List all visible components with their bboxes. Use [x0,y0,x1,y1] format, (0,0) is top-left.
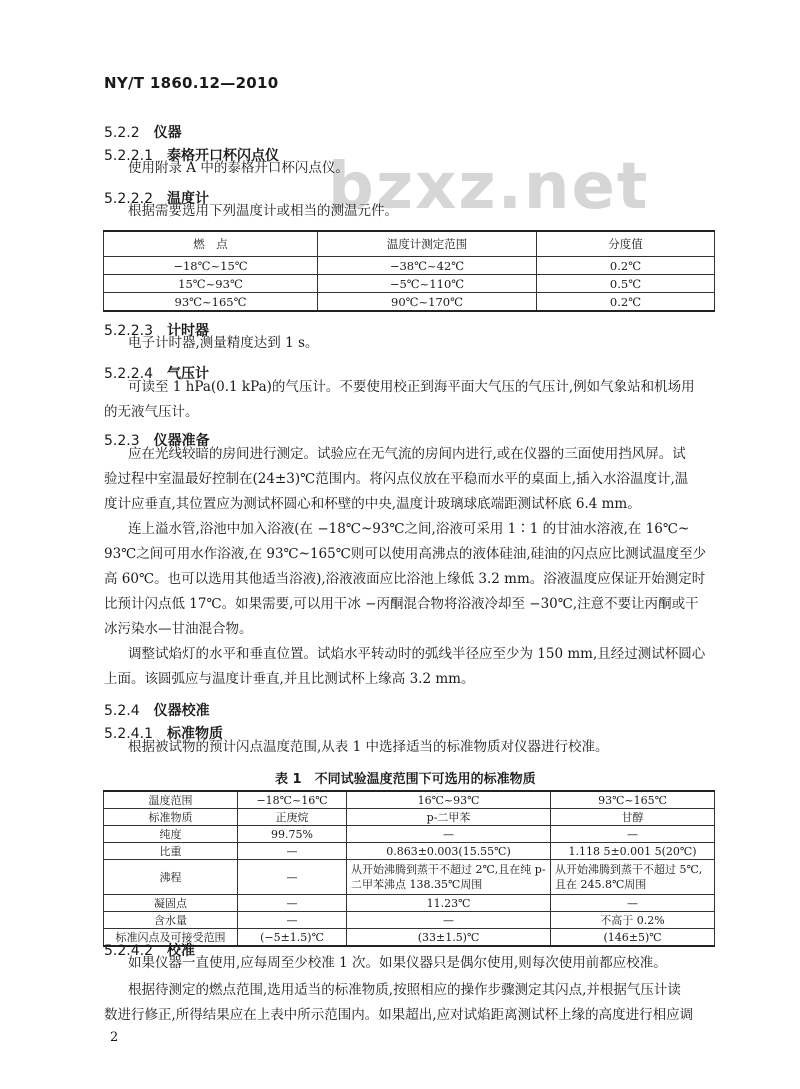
row-label-cell: 纯度 [104,826,238,843]
section-title: 计时器 [166,323,209,339]
section-title: 标准物质 [166,726,223,742]
table-cell: 90℃~170℃ [318,293,537,312]
table-cell: 从开始沸腾到蒸干不超过 2℃,且在纯 p-二甲苯沸点 138.35℃周围 [347,860,551,895]
table-row [104,929,715,947]
table-cell: 从开始沸腾到蒸干不超过 5℃,且在 245.8℃周围 [551,860,715,895]
section-5-2-4-heading [104,700,210,720]
table-cell: −5℃~110℃ [318,275,537,293]
reference-materials-table [103,790,715,947]
table-cell: — [551,826,715,843]
page-number: 2 [110,1030,119,1045]
paragraph-line: 比预计闪点低 17℃。如果需要,可以用干冰 −丙酮混合物将浴液冷却至 −30℃,注意不要让丙酮或干 [104,596,699,612]
table-cell: (−5±1.5)℃ [238,929,347,947]
table-header-cell: 分度值 [537,231,715,257]
section-title: 气压计 [166,366,209,382]
table-header-row [104,231,715,257]
table-cell: — [238,895,347,912]
table-cell: 0.863±0.003(15.55℃) [347,843,551,860]
paragraph-line: 度计应垂直,其位置应为测试杯圆心和杯壁的中央,温度计玻璃球底端距测试杯底 6.4 mm。 [104,496,641,512]
thermometer-table [103,230,715,312]
table-row [104,912,715,929]
table-cell: — [238,912,347,929]
row-label-cell: 凝固点 [104,895,238,912]
table-cell: (33±1.5)℃ [347,929,551,947]
watermark-text: bzxz.net [328,150,650,224]
paragraph-line: 冰污染水—甘油混合物。 [104,621,253,637]
section-number: 5.2.2.2 [104,191,153,207]
table-cell: 1.118 5±0.001 5(20℃) [551,843,715,860]
standard-code-header: NY/T 1860.12—2010 [104,74,279,92]
section-number: 5.2.2.4 [104,366,153,382]
table-header-cell: 燃 点 [104,231,318,257]
paragraph: 如果仪器一直使用,应每周至少校准 1 次。如果仪器只是偶尔使用,则每次使用前都应校准。 [128,955,667,971]
table-cell: — [238,860,347,895]
section-title: 校准 [166,943,195,959]
paragraph-line: 根据待测定的燃点范围,选用适当的标准物质,按照相应的操作步骤测定其闪点,并根据气压计读 [128,982,681,998]
table-header-cell: 温度计测定范围 [318,231,537,257]
section-number: 5.2.4 [104,703,140,719]
section-title: 仪器准备 [153,433,210,449]
section-number: 5.2.4.2 [104,943,153,959]
section-5-2-2-heading [104,122,182,142]
table-cell: — [347,912,551,929]
table-cell: 16℃~93℃ [347,791,551,809]
table-row [104,275,715,293]
row-label-cell: 标准闪点及可接受范围 [104,929,238,947]
section-title: 泰格开口杯闪点仪 [166,148,279,164]
paragraph-line: 的无液气压计。 [104,404,199,420]
table-cell: 甘醇 [551,809,715,826]
table-cell: 99.75% [238,826,347,843]
section-title: 仪器 [153,125,182,141]
table-cell: −18℃~15℃ [104,257,318,275]
table-row [104,843,715,860]
section-title: 温度计 [166,191,209,207]
row-label-cell: 温度范围 [104,791,238,809]
table-row [104,293,715,312]
table-cell: 11.23℃ [347,895,551,912]
paragraph-line: 应在光线较暗的房间进行测定。试验应在无气流的房间内进行,或在仪器的三面使用挡风屏。试 [128,446,686,462]
row-label-cell: 比重 [104,843,238,860]
table-cell: 不高于 0.2% [551,912,715,929]
table-cell: (146±5)℃ [551,929,715,947]
row-label-cell: 标准物质 [104,809,238,826]
section-number: 5.2.2.3 [104,323,153,339]
table-cell: — [551,895,715,912]
paragraph-line: 连上溢水管,浴池中加入浴液(在 −18℃~93℃之间,浴液可采用 1∶1 的甘油水溶液,在 16℃~ [128,521,690,537]
paragraph: 根据被试物的预计闪点温度范围,从表 1 中选择适当的标准物质对仪器进行校准。 [128,739,609,755]
table-row [104,809,715,826]
paragraph-line: 上面。该圆弧应与温度计垂直,并且比测试杯上缘高 3.2 mm。 [104,671,475,687]
paragraph-line: 数进行修正,所得结果应在上表中所示范围内。如果超出,应对试焰距离测试杯上缘的高度进行相应调 [104,1007,694,1023]
table-cell: 正庚烷 [238,809,347,826]
paragraph-line: 可读至 1 hPa(0.1 kPa)的气压计。不要使用校正到海平面大气压的气压计,例如气象站和机场用 [128,379,695,395]
section-number: 5.2.3 [104,433,140,449]
table-cell: 0.5℃ [537,275,715,293]
table-caption: 表 1 不同试验温度范围下可选用的标准物质 [275,772,536,787]
section-number: 5.2.4.1 [104,726,153,742]
table-cell: 93℃~165℃ [551,791,715,809]
table-cell: — [238,843,347,860]
table-cell: 93℃~165℃ [104,293,318,312]
table-row [104,895,715,912]
table-row [104,826,715,843]
table-cell: 0.2℃ [537,257,715,275]
table-row [104,860,715,895]
paragraph: 电子计时器,测量精度达到 1 s。 [128,335,319,351]
table-cell: 15℃~93℃ [104,275,318,293]
table-cell: p-二甲苯 [347,809,551,826]
paragraph-line: 调整试焰灯的水平和垂直位置。试焰水平转动时的弧线半径应至少为 150 mm,且经过测试杯圆心 [128,646,706,662]
section-number: 5.2.2 [104,125,140,141]
paragraph: 使用附录 A 中的泰格开口杯闪点仪。 [128,160,349,176]
table-cell: — [347,826,551,843]
table-cell: −38℃~42℃ [318,257,537,275]
section-title: 仪器校准 [153,703,210,719]
table-row [104,791,715,809]
row-label-cell: 沸程 [104,860,238,895]
row-label-cell: 含水量 [104,912,238,929]
paragraph-line: 93℃之间可用水作浴液,在 93℃~165℃则可以使用高沸点的液体硅油,硅油的闪点应比测试温度至少 [104,546,707,562]
section-number: 5.2.2.1 [104,148,153,164]
table-cell: −18℃~16℃ [238,791,347,809]
paragraph: 根据需要选用下列温度计或相当的测温元件。 [128,203,398,219]
paragraph-line: 验过程中室温最好控制在(24±3)℃范围内。将闪点仪放在平稳而水平的桌面上,插入水浴温度计,温 [104,471,689,487]
table-cell: 0.2℃ [537,293,715,312]
paragraph-line: 高 60℃。也可以选用其他适当浴液),浴液液面应比浴池上缘低 3.2 mm。浴液温度应保证开始测定时 [104,571,706,587]
table-row [104,257,715,275]
